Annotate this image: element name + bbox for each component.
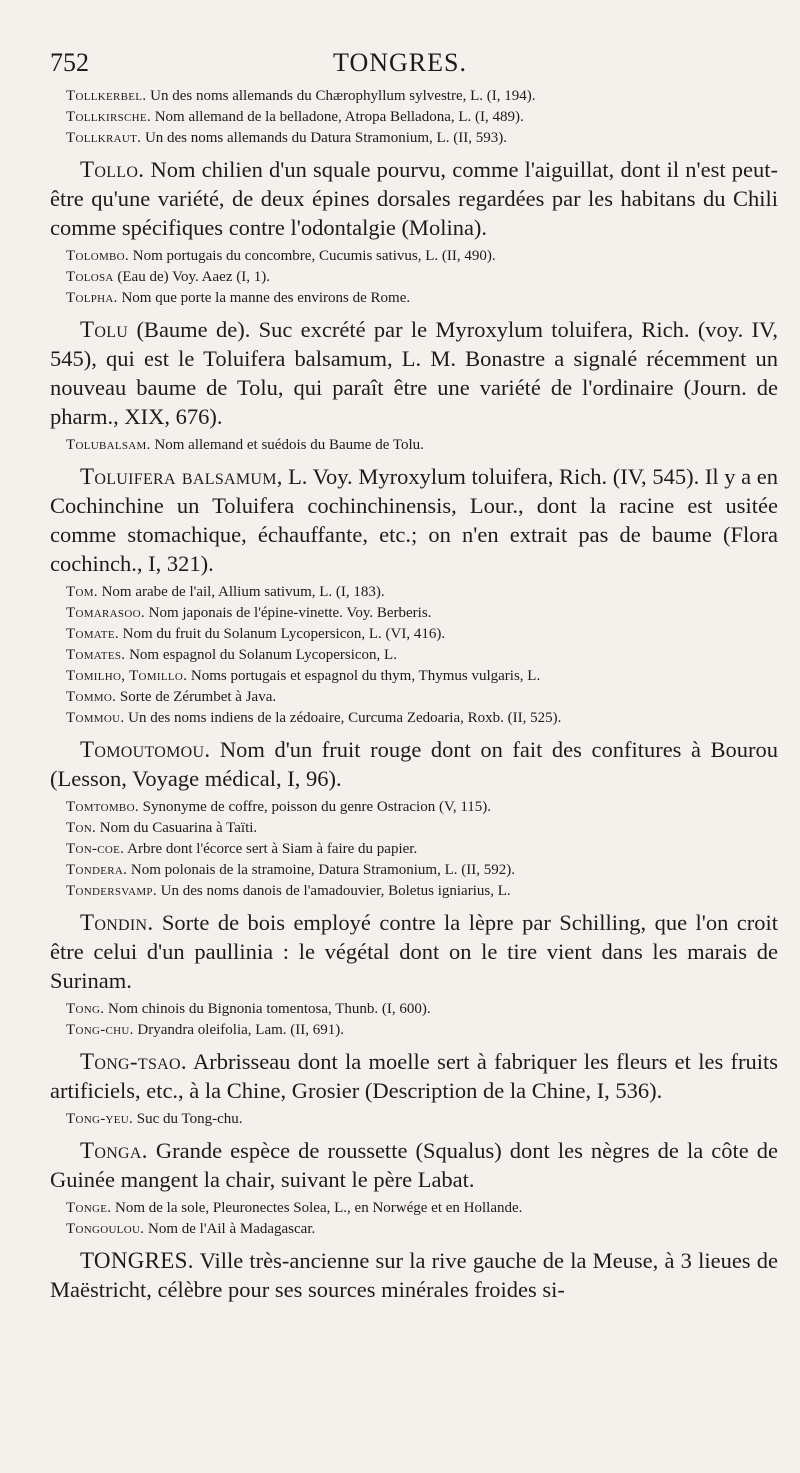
entry-headword: Tondin. xyxy=(80,910,154,935)
entry-headword: Tollo. xyxy=(80,157,145,182)
entry-headword: Tollkirsche. xyxy=(66,109,151,125)
entry-definition: Sorte de bois employé contre la lèpre par Schilling, que l'on croit être celui d'un paullinia : le végétal dont on le tire vient dans les marais de Surinam. xyxy=(50,910,778,993)
entry-headword: Tong-yeu. xyxy=(66,1111,134,1127)
dictionary-entry xyxy=(50,603,778,624)
entry-definition: (Eau de) Voy. Aaez (I, 1). xyxy=(113,269,270,285)
dictionary-entry xyxy=(50,246,778,267)
dictionary-entry xyxy=(50,462,778,578)
entry-definition: Nom japonais de l'épine-vinette. Voy. Berberis. xyxy=(144,605,432,621)
dictionary-entry xyxy=(50,315,778,431)
entry-headword: Tomoutomou. xyxy=(80,737,211,762)
entry-headword: Tollkraut. xyxy=(66,130,142,146)
entry-definition: Nom polonais de la stramoine, Datura Stramonium, L. (II, 592). xyxy=(127,862,515,878)
entry-headword: Tommo. xyxy=(66,689,117,705)
dictionary-entry xyxy=(50,818,778,839)
entry-headword: Tom. xyxy=(66,584,98,600)
entry-headword: TONGRES. xyxy=(80,1248,194,1273)
dictionary-entry xyxy=(50,881,778,902)
entry-definition: Suc du Tong-chu. xyxy=(133,1111,243,1127)
entry-definition: Nom chinois du Bignonia tomentosa, Thunb. (I, 600). xyxy=(104,1001,431,1017)
dictionary-entry xyxy=(50,797,778,818)
entry-definition: Nom arabe de l'ail, Allium sativum, L. (I, 183). xyxy=(97,584,385,600)
page-number: 752 xyxy=(50,48,89,77)
entry-list xyxy=(50,86,778,1308)
entry-definition: Grande espèce de roussette (Squalus) dont les nègres de la côte de Guinée mangent la chair, suivant le père Labat. xyxy=(50,1138,778,1192)
entry-headword: Tondersvamp. xyxy=(66,883,157,899)
page-header xyxy=(0,48,800,84)
entry-headword: Ton-coe. xyxy=(66,841,125,857)
dictionary-entry xyxy=(50,1136,778,1194)
entry-headword: Tong-chu. xyxy=(66,1022,134,1038)
entry-headword: Tolubalsam. xyxy=(66,437,151,453)
entry-headword: Tomtombo. xyxy=(66,799,139,815)
entry-headword: Tolpha. xyxy=(66,290,118,306)
entry-definition: Un des noms allemands du Chærophyllum sylvestre, L. (I, 194). xyxy=(146,88,536,104)
dictionary-entry xyxy=(50,908,778,995)
entry-headword: Tommou. xyxy=(66,710,125,726)
dictionary-entry xyxy=(50,107,778,128)
entry-definition: Sorte de Zérumbet à Java. xyxy=(116,689,277,705)
entry-headword: Tonga. xyxy=(80,1138,148,1163)
running-title: TONGRES. xyxy=(333,48,467,77)
entry-definition: Nom espagnol du Solanum Lycopersicon, L. xyxy=(125,647,397,663)
dictionary-entry xyxy=(50,582,778,603)
entry-definition: Nom que porte la manne des environs de Rome. xyxy=(117,290,411,306)
entry-definition: Nom de l'Ail à Madagascar. xyxy=(144,1221,316,1237)
entry-headword: Tong-tsao. xyxy=(80,1049,187,1074)
dictionary-entry xyxy=(50,267,778,288)
entry-definition: Nom chilien d'un squale pourvu, comme l'aiguillat, dont il n'est peut-être qu'une variété, de deux épines dorsales regardées par les habitans du Chili comme spécifiques contre l'odontalgie (Molina). xyxy=(50,157,778,240)
entry-headword: Tonge. xyxy=(66,1200,112,1216)
dictionary-entry xyxy=(50,687,778,708)
entry-definition: Arbre dont l'écorce sert à Siam à faire du papier. xyxy=(124,841,418,857)
dictionary-entry xyxy=(50,86,778,107)
dictionary-entry xyxy=(50,999,778,1020)
dictionary-entry xyxy=(50,1246,778,1304)
entry-definition: Ville très-ancienne sur la rive gauche de la Meuse, à 3 lieues de Maëstricht, célèbre pour ses sources minérales froides si- xyxy=(50,1248,778,1302)
entry-headword: Tollkerbel. xyxy=(66,88,147,104)
entry-definition: Nom du Casuarina à Taïti. xyxy=(96,820,258,836)
entry-headword: Tolombo. xyxy=(66,248,129,264)
entry-definition: Un des noms indiens de la zédoaire, Curcuma Zedoaria, Roxb. (II, 525). xyxy=(124,710,562,726)
dictionary-entry xyxy=(50,155,778,242)
dictionary-entry xyxy=(50,666,778,687)
entry-definition: (Baume de). Suc excrété par le Myroxylum toluifera, Rich. (voy. IV, 545), qui est le Toluifera balsamum, L. M. Bonastre a signalé récemment un nouveau baume de Tolu, qui paraît être une variété de l'ordinaire (Journ. de pharm., XIX, 676). xyxy=(50,317,778,429)
dictionary-entry xyxy=(50,708,778,729)
entry-definition: Arbrisseau dont la moelle sert à fabriquer les fleurs et les fruits artificiels, etc., à la Chine, Grosier (Description de la Chine, I, 536). xyxy=(50,1049,778,1103)
entry-definition: Nom portugais du concombre, Cucumis sativus, L. (II, 490). xyxy=(128,248,496,264)
entry-definition: Synonyme de coffre, poisson du genre Ostracion (V, 115). xyxy=(138,799,492,815)
entry-definition: , L. Voy. Myroxylum toluifera, Rich. (IV, 545). Il y a en Cochinchine un Toluifera cochinchinensis, Lour., dont la racine est usitée comme stomachique, échauffante, etc.; on n'en extrait pas de baume (Flora cochinch., I, 321). xyxy=(50,464,778,576)
entry-headword: Toluifera balsamum xyxy=(80,464,277,489)
entry-headword: Ton. xyxy=(66,820,97,836)
dictionary-entry xyxy=(50,1219,778,1240)
dictionary-entry xyxy=(50,860,778,881)
dictionary-entry xyxy=(50,435,778,456)
dictionary-entry xyxy=(50,1109,778,1130)
entry-definition: Nom d'un fruit rouge dont on fait des confitures à Bourou (Lesson, Voyage médical, I, 96). xyxy=(50,737,778,791)
entry-headword: Tomate. xyxy=(66,626,119,642)
entry-headword: Tomilho, Tomillo. xyxy=(66,668,188,684)
entry-definition: Noms portugais et espagnol du thym, Thymus vulgaris, L. xyxy=(187,668,541,684)
entry-definition: Dryandra oleifolia, Lam. (II, 691). xyxy=(133,1022,345,1038)
dictionary-entry xyxy=(50,735,778,793)
entry-headword: Tolu xyxy=(80,317,129,342)
dictionary-entry xyxy=(50,1047,778,1105)
entry-definition: Nom du fruit du Solanum Lycopersicon, L. (VI, 416). xyxy=(118,626,446,642)
dictionary-entry xyxy=(50,839,778,860)
entry-headword: Tong. xyxy=(66,1001,105,1017)
entry-definition: Nom allemand et suédois du Baume de Tolu. xyxy=(150,437,424,453)
entry-headword: Tongoulou. xyxy=(66,1221,145,1237)
entry-definition: Un des noms allemands du Datura Stramonium, L. (II, 593). xyxy=(141,130,507,146)
dictionary-entry xyxy=(50,645,778,666)
entry-definition: Nom de la sole, Pleuronectes Solea, L., en Norwége et en Hollande. xyxy=(111,1200,523,1216)
dictionary-entry xyxy=(50,624,778,645)
entry-headword: Tolosa xyxy=(66,269,114,285)
entry-definition: Un des noms danois de l'amadouvier, Boletus igniarius, L. xyxy=(156,883,511,899)
entry-headword: Tomarasoo. xyxy=(66,605,145,621)
dictionary-entry xyxy=(50,1020,778,1041)
dictionary-entry xyxy=(50,128,778,149)
entry-headword: Tondera. xyxy=(66,862,128,878)
entry-headword: Tomates. xyxy=(66,647,126,663)
dictionary-entry xyxy=(50,1198,778,1219)
entry-definition: Nom allemand de la belladone, Atropa Belladona, L. (I, 489). xyxy=(150,109,524,125)
dictionary-entry xyxy=(50,288,778,309)
